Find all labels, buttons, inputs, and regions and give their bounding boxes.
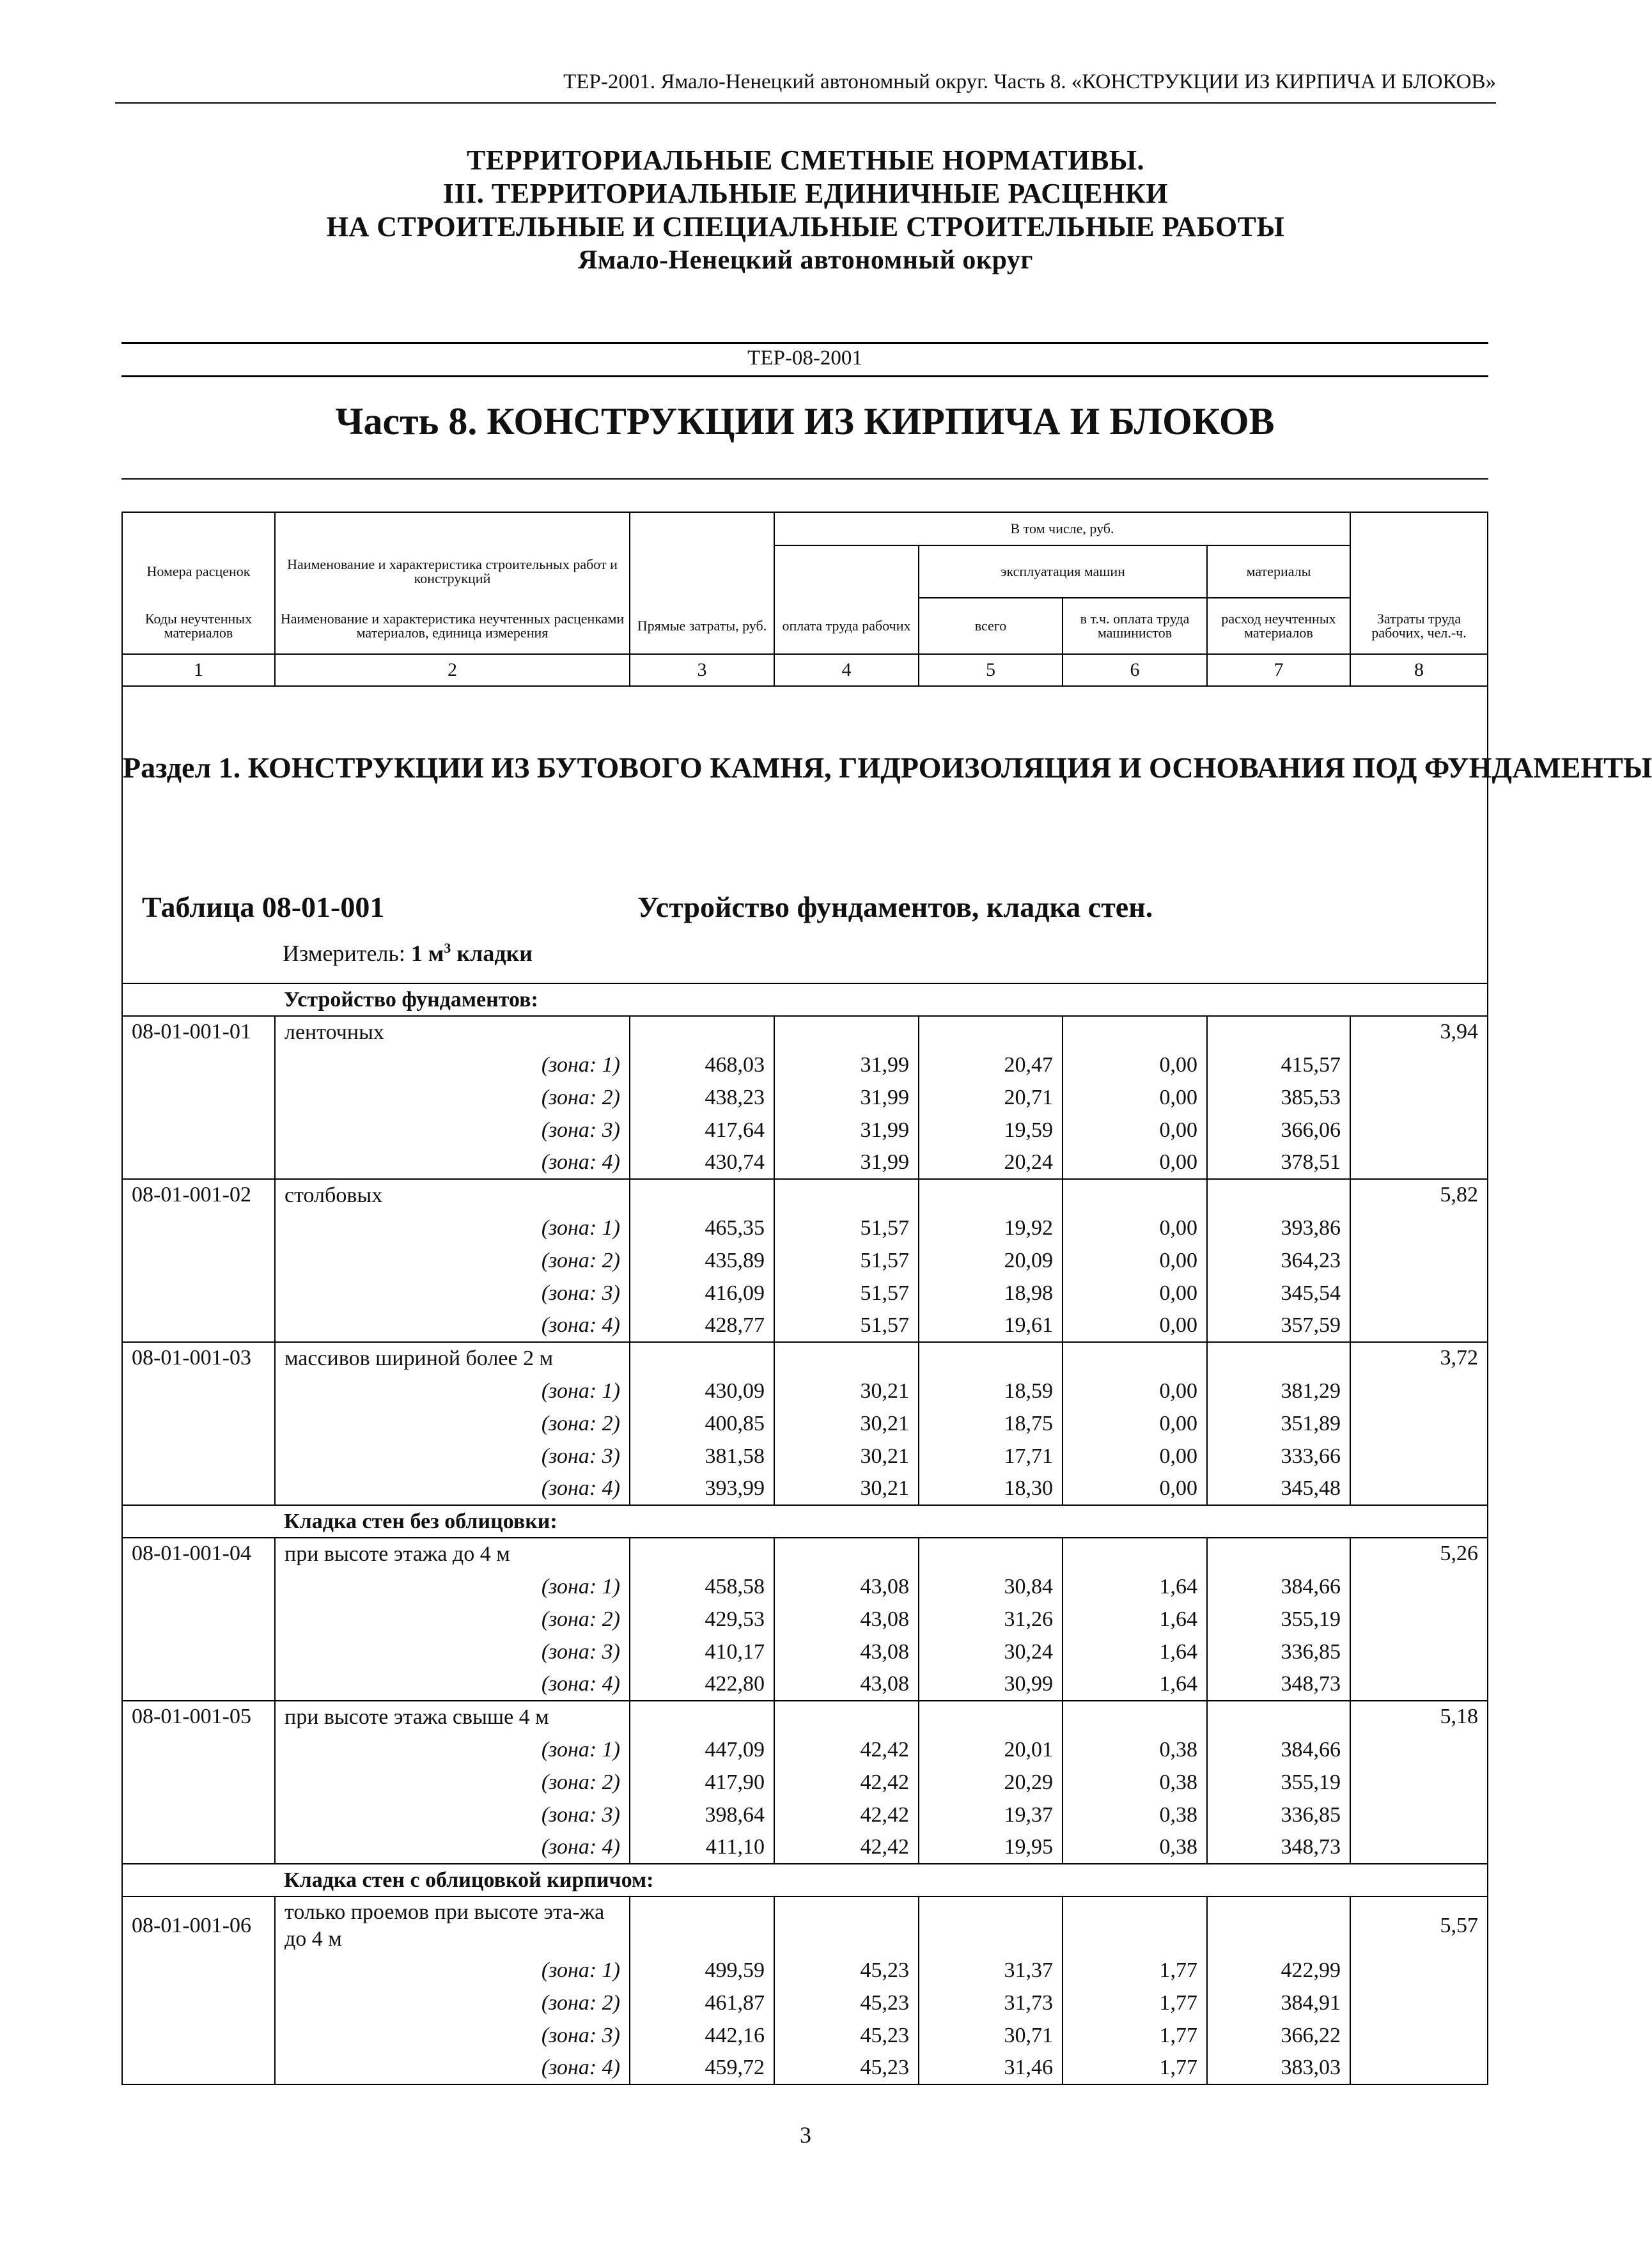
materials-cost: 357,59 [1207, 1309, 1350, 1342]
machines-operator-pay: 1,64 [1063, 1570, 1207, 1603]
labor-cost: 5,82 [1350, 1179, 1488, 1342]
rate-code: 08-01-001-02 [122, 1179, 275, 1342]
labor-pay: 31,99 [774, 1081, 919, 1114]
unit-prefix: Измеритель: [283, 941, 411, 966]
machines-total: 20,09 [919, 1244, 1063, 1277]
empty-cell [630, 1016, 774, 1049]
rate-row [122, 1701, 1488, 1733]
zone-row [122, 1603, 1488, 1636]
materials-cost: 366,06 [1207, 1114, 1350, 1146]
group-title: Кладка стен с облицовкой кирпичом: [275, 1864, 1488, 1896]
direct-cost: 461,87 [630, 1987, 774, 2019]
zone-label: (зона: 4) [275, 1309, 630, 1342]
machines-total: 19,61 [919, 1309, 1063, 1342]
rate-row [122, 1016, 1488, 1049]
machines-operator-pay: 0,38 [1063, 1766, 1207, 1799]
rate-row [122, 1896, 1488, 1954]
materials-cost: 333,66 [1207, 1440, 1350, 1473]
table-caption: Устройство фундаментов, кладка стен. [637, 891, 1153, 923]
rate-code: 08-01-001-04 [122, 1538, 275, 1701]
direct-cost: 468,03 [630, 1049, 774, 1081]
machines-total: 30,99 [919, 1668, 1063, 1701]
zone-label: (зона: 4) [275, 1473, 630, 1505]
machines-total: 19,92 [919, 1212, 1063, 1244]
labor-cost: 5,57 [1350, 1896, 1488, 2084]
labor-pay: 51,57 [774, 1309, 919, 1342]
machines-operator-pay: 0,38 [1063, 1733, 1207, 1766]
machines-total: 30,24 [919, 1636, 1063, 1668]
column-number: 6 [1063, 654, 1207, 686]
machines-total: 31,37 [919, 1954, 1063, 1987]
empty-cell [1207, 1016, 1350, 1049]
materials-cost: 355,19 [1207, 1603, 1350, 1636]
zone-row [122, 1277, 1488, 1309]
labor-pay: 31,99 [774, 1114, 919, 1146]
labor-pay: 42,42 [774, 1733, 919, 1766]
empty-cell [1063, 1179, 1207, 1212]
direct-cost: 422,80 [630, 1668, 774, 1701]
direct-cost: 459,72 [630, 2052, 774, 2084]
header-name-unaccounted: Наименование и характеристика неучтенных расценками материалов, единица измерения [275, 598, 630, 654]
zone-row [122, 1212, 1488, 1244]
machines-total: 31,46 [919, 2052, 1063, 2084]
group-title: Устройство фундаментов: [275, 983, 1488, 1016]
zone-row [122, 1831, 1488, 1864]
direct-cost: 430,74 [630, 1146, 774, 1179]
zone-row [122, 1570, 1488, 1603]
machines-operator-pay: 1,64 [1063, 1636, 1207, 1668]
empty-cell [630, 1701, 774, 1733]
zone-row [122, 1049, 1488, 1081]
unit-line [283, 940, 533, 967]
machines-operator-pay: 0,00 [1063, 1473, 1207, 1505]
zone-row [122, 1309, 1488, 1342]
header-codes-unaccounted: Коды неучтенных материалов [122, 598, 275, 654]
materials-cost: 381,29 [1207, 1375, 1350, 1407]
zone-row [122, 1081, 1488, 1114]
zone-row [122, 1473, 1488, 1505]
direct-cost: 458,58 [630, 1570, 774, 1603]
header-blank-8 [1350, 512, 1488, 545]
zone-row [122, 1375, 1488, 1407]
empty-cell [1063, 1701, 1207, 1733]
empty-cell [919, 1701, 1063, 1733]
empty-cell [774, 1016, 919, 1049]
materials-cost: 422,99 [1207, 1954, 1350, 1987]
empty-cell [630, 1896, 774, 1954]
column-number: 7 [1207, 654, 1350, 686]
zone-label: (зона: 2) [275, 1081, 630, 1114]
header-codes: Номера расценок [122, 545, 275, 598]
materials-cost: 355,19 [1207, 1766, 1350, 1799]
materials-cost: 384,66 [1207, 1733, 1350, 1766]
code-rule-bottom [121, 375, 1488, 377]
zone-label: (зона: 4) [275, 1668, 630, 1701]
empty-cell [630, 1538, 774, 1570]
machines-total: 18,98 [919, 1277, 1063, 1309]
materials-cost: 378,51 [1207, 1146, 1350, 1179]
header-blank-2 [275, 512, 630, 545]
materials-cost: 351,89 [1207, 1407, 1350, 1440]
labor-pay: 43,08 [774, 1668, 919, 1701]
direct-cost: 400,85 [630, 1407, 774, 1440]
zone-label: (зона: 3) [275, 1440, 630, 1473]
zone-label: (зона: 4) [275, 1831, 630, 1864]
zone-row [122, 1987, 1488, 2019]
zone-row [122, 1244, 1488, 1277]
header-labor-pay: оплата труда рабочих [774, 598, 919, 654]
machines-operator-pay: 1,77 [1063, 2052, 1207, 2084]
machines-total: 19,59 [919, 1114, 1063, 1146]
header-blank-1 [122, 512, 275, 545]
empty-cell [1207, 1896, 1350, 1954]
header-rule [115, 102, 1496, 104]
labor-pay: 51,57 [774, 1244, 919, 1277]
zone-row [122, 2019, 1488, 2052]
direct-cost: 428,77 [630, 1309, 774, 1342]
rate-row [122, 1179, 1488, 1212]
direct-cost: 417,64 [630, 1114, 774, 1146]
labor-pay: 43,08 [774, 1636, 919, 1668]
title-line-3: НА СТРОИТЕЛЬНЫЕ И СПЕЦИАЛЬНЫЕ СТРОИТЕЛЬНЫЕ РАБОТЫ [326, 211, 1285, 242]
labor-pay: 30,21 [774, 1440, 919, 1473]
zone-label: (зона: 1) [275, 1375, 630, 1407]
header-materials: материалы [1207, 545, 1350, 598]
column-number: 1 [122, 654, 275, 686]
rate-name: массивов шириной более 2 м [275, 1342, 630, 1375]
empty-cell [919, 1179, 1063, 1212]
direct-cost: 417,90 [630, 1766, 774, 1799]
empty-cell [1207, 1179, 1350, 1212]
zone-label: (зона: 3) [275, 1799, 630, 1831]
machines-operator-pay: 1,77 [1063, 2019, 1207, 2052]
column-number: 3 [630, 654, 774, 686]
code-rule-top [121, 342, 1488, 344]
direct-cost: 465,35 [630, 1212, 774, 1244]
machines-total: 31,73 [919, 1987, 1063, 2019]
labor-pay: 30,21 [774, 1473, 919, 1505]
rates-table [121, 512, 1652, 2085]
machines-total: 17,71 [919, 1440, 1063, 1473]
rate-code: 08-01-001-05 [122, 1701, 275, 1864]
group-row [122, 1505, 1488, 1538]
rate-name: при высоте этажа до 4 м [275, 1538, 630, 1570]
machines-operator-pay: 0,00 [1063, 1212, 1207, 1244]
materials-cost: 348,73 [1207, 1668, 1350, 1701]
labor-pay: 43,08 [774, 1603, 919, 1636]
title-line-1: ТЕРРИТОРИАЛЬНЫЕ СМЕТНЫЕ НОРМАТИВЫ. [466, 145, 1145, 176]
labor-pay: 45,23 [774, 2019, 919, 2052]
zone-label: (зона: 2) [275, 1987, 630, 2019]
empty-cell [774, 1701, 919, 1733]
document-code: ТЕР-08-2001 [747, 347, 862, 370]
machines-total: 18,30 [919, 1473, 1063, 1505]
labor-pay: 51,57 [774, 1277, 919, 1309]
empty-cell [774, 1538, 919, 1570]
materials-cost: 364,23 [1207, 1244, 1350, 1277]
machines-total: 18,75 [919, 1407, 1063, 1440]
direct-cost: 430,09 [630, 1375, 774, 1407]
empty-cell [1207, 1342, 1350, 1375]
zone-label: (зона: 1) [275, 1733, 630, 1766]
part-rule [121, 478, 1488, 480]
materials-cost: 385,53 [1207, 1081, 1350, 1114]
zone-label: (зона: 2) [275, 1244, 630, 1277]
direct-cost: 429,53 [630, 1603, 774, 1636]
direct-cost: 393,99 [630, 1473, 774, 1505]
labor-pay: 51,57 [774, 1212, 919, 1244]
labor-pay: 31,99 [774, 1049, 919, 1081]
header-blank-4 [774, 545, 919, 598]
section-block [122, 686, 1652, 983]
zone-label: (зона: 3) [275, 2019, 630, 2052]
rate-name: ленточных [275, 1016, 630, 1049]
machines-operator-pay: 1,77 [1063, 1954, 1207, 1987]
machines-total: 20,71 [919, 1081, 1063, 1114]
machines-total: 31,26 [919, 1603, 1063, 1636]
direct-cost: 381,58 [630, 1440, 774, 1473]
materials-cost: 366,22 [1207, 2019, 1350, 2052]
labor-pay: 45,23 [774, 2052, 919, 2084]
machines-operator-pay: 0,00 [1063, 1309, 1207, 1342]
empty-cell [1063, 1538, 1207, 1570]
empty-cell [1207, 1538, 1350, 1570]
zone-label: (зона: 3) [275, 1114, 630, 1146]
labor-pay: 42,42 [774, 1831, 919, 1864]
materials-cost: 384,66 [1207, 1570, 1350, 1603]
labor-pay: 30,21 [774, 1375, 919, 1407]
part-title: Часть 8. КОНСТРУКЦИИ ИЗ КИРПИЧА И БЛОКОВ [335, 400, 1275, 442]
direct-cost: 499,59 [630, 1954, 774, 1987]
empty-cell [1207, 1701, 1350, 1733]
labor-pay: 42,42 [774, 1766, 919, 1799]
materials-cost: 348,73 [1207, 1831, 1350, 1864]
header-direct: Прямые затраты, руб. [630, 598, 774, 654]
empty-cell [919, 1342, 1063, 1375]
zone-label: (зона: 1) [275, 1954, 630, 1987]
machines-operator-pay: 0,38 [1063, 1799, 1207, 1831]
machines-operator-pay: 0,00 [1063, 1146, 1207, 1179]
direct-cost: 398,64 [630, 1799, 774, 1831]
rate-name: столбовых [275, 1179, 630, 1212]
rate-code: 08-01-001-01 [122, 1016, 275, 1179]
group-code-cell [122, 1864, 275, 1896]
machines-operator-pay: 1,77 [1063, 1987, 1207, 2019]
zone-label: (зона: 1) [275, 1570, 630, 1603]
empty-cell [1063, 1342, 1207, 1375]
title-line-4: Ямало-Ненецкий автономный округ [577, 246, 1033, 275]
labor-cost: 5,26 [1350, 1538, 1488, 1701]
labor-pay: 45,23 [774, 1987, 919, 2019]
zone-row [122, 1954, 1488, 1987]
zone-label: (зона: 2) [275, 1766, 630, 1799]
empty-cell [1063, 1896, 1207, 1954]
empty-cell [774, 1179, 919, 1212]
header-blank-3 [630, 512, 774, 545]
rate-code: 08-01-001-06 [122, 1896, 275, 2084]
zone-row [122, 1733, 1488, 1766]
zone-label: (зона: 3) [275, 1277, 630, 1309]
zone-label: (зона: 1) [275, 1049, 630, 1081]
materials-cost: 336,85 [1207, 1636, 1350, 1668]
machines-total: 20,24 [919, 1146, 1063, 1179]
column-number: 2 [275, 654, 630, 686]
zone-row [122, 1766, 1488, 1799]
materials-cost: 415,57 [1207, 1049, 1350, 1081]
machines-operator-pay: 0,00 [1063, 1049, 1207, 1081]
table-label: Таблица 08-01-001 [142, 891, 385, 923]
unit-value: 1 $м^3$ кладки [410, 940, 533, 966]
materials-cost: 393,86 [1207, 1212, 1350, 1244]
header-incl: В том числе, руб. [774, 512, 1350, 545]
machines-operator-pay: 1,64 [1063, 1603, 1207, 1636]
column-number: 4 [774, 654, 919, 686]
empty-cell [774, 1342, 919, 1375]
group-title: Кладка стен без облицовки: [275, 1505, 1488, 1538]
title-line-2: III. ТЕРРИТОРИАЛЬНЫЕ ЕДИНИЧНЫЕ РАСЦЕНКИ [443, 178, 1168, 209]
labor-cost: 5,18 [1350, 1701, 1488, 1864]
rate-name: только проемов при высоте эта-жа до 4 м [275, 1896, 630, 1954]
labor-pay: 45,23 [774, 1954, 919, 1987]
direct-cost: 435,89 [630, 1244, 774, 1277]
header-machines-total: всего [919, 598, 1063, 654]
direct-cost: 442,16 [630, 2019, 774, 2052]
page-number: 3 [800, 2122, 811, 2148]
direct-cost: 416,09 [630, 1277, 774, 1309]
machines-operator-pay: 0,00 [1063, 1440, 1207, 1473]
rate-row [122, 1342, 1488, 1375]
machines-operator-pay: 0,00 [1063, 1277, 1207, 1309]
group-code-cell [122, 1505, 275, 1538]
empty-cell [630, 1342, 774, 1375]
labor-pay: 42,42 [774, 1799, 919, 1831]
empty-cell [919, 1538, 1063, 1570]
direct-cost: 410,17 [630, 1636, 774, 1668]
direct-cost: 447,09 [630, 1733, 774, 1766]
zone-row [122, 1407, 1488, 1440]
labor-pay: 31,99 [774, 1146, 919, 1179]
direct-cost: 438,23 [630, 1081, 774, 1114]
header-blank-8b [1350, 545, 1488, 598]
machines-total: 18,59 [919, 1375, 1063, 1407]
header-machines: эксплуатация машин [919, 545, 1207, 598]
header-machines-op: в т.ч. оплата труда машинистов [1063, 598, 1207, 654]
zone-label: (зона: 4) [275, 2052, 630, 2084]
group-row [122, 1864, 1488, 1896]
zone-label: (зона: 3) [275, 1636, 630, 1668]
rate-name: при высоте этажа свыше 4 м [275, 1701, 630, 1733]
machines-total: 20,01 [919, 1733, 1063, 1766]
materials-cost: 384,91 [1207, 1987, 1350, 2019]
machines-operator-pay: 0,38 [1063, 1831, 1207, 1864]
empty-cell [630, 1179, 774, 1212]
zone-row [122, 1668, 1488, 1701]
zone-row [122, 1114, 1488, 1146]
direct-cost: 411,10 [630, 1831, 774, 1864]
header-blank-3b [630, 545, 774, 598]
empty-cell [1063, 1016, 1207, 1049]
machines-total: 30,71 [919, 2019, 1063, 2052]
unit-superscript: 3 [444, 940, 451, 956]
machines-operator-pay: 0,00 [1063, 1081, 1207, 1114]
running-header: ТЕР-2001. Ямало-Ненецкий автономный округ. Часть 8. «КОНСТРУКЦИИ ИЗ КИРПИЧА И БЛОКОВ» [563, 70, 1496, 93]
zone-row [122, 1799, 1488, 1831]
zone-row [122, 2052, 1488, 2084]
rate-row [122, 1538, 1488, 1570]
column-number: 5 [919, 654, 1063, 686]
machines-total: 20,47 [919, 1049, 1063, 1081]
header-materials-consumption: расход неучтенных материалов [1207, 598, 1350, 654]
machines-total: 19,37 [919, 1799, 1063, 1831]
machines-total: 19,95 [919, 1831, 1063, 1864]
zone-row [122, 1636, 1488, 1668]
labor-cost: 3,94 [1350, 1016, 1488, 1179]
column-number: 8 [1350, 654, 1488, 686]
materials-cost: 383,03 [1207, 2052, 1350, 2084]
machines-operator-pay: 1,64 [1063, 1668, 1207, 1701]
zone-label: (зона: 2) [275, 1603, 630, 1636]
materials-cost: 345,48 [1207, 1473, 1350, 1505]
zone-label: (зона: 2) [275, 1407, 630, 1440]
machines-operator-pay: 0,00 [1063, 1114, 1207, 1146]
machines-total: 30,84 [919, 1570, 1063, 1603]
header-labor: Затраты труда рабочих, чел.-ч. [1350, 598, 1488, 654]
machines-total: 20,29 [919, 1766, 1063, 1799]
header-name: Наименование и характеристика строительных работ и конструкций [275, 545, 630, 598]
group-row [122, 983, 1488, 1016]
zone-label: (зона: 4) [275, 1146, 630, 1179]
empty-cell [919, 1896, 1063, 1954]
materials-cost: 345,54 [1207, 1277, 1350, 1309]
zone-row [122, 1440, 1488, 1473]
machines-operator-pay: 0,00 [1063, 1407, 1207, 1440]
section-title: Раздел 1. КОНСТРУКЦИИ ИЗ БУТОВОГО КАМНЯ, ГИДРОИЗОЛЯЦИЯ И ОСНОВАНИЯ ПОД ФУНДАМЕНТЫ [123, 751, 1652, 784]
labor-cost: 3,72 [1350, 1342, 1488, 1505]
labor-pay: 30,21 [774, 1407, 919, 1440]
document-title [115, 144, 1496, 277]
empty-cell [919, 1016, 1063, 1049]
machines-operator-pay: 0,00 [1063, 1244, 1207, 1277]
empty-cell [774, 1896, 919, 1954]
rate-code: 08-01-001-03 [122, 1342, 275, 1505]
zone-row [122, 1146, 1488, 1179]
labor-pay: 43,08 [774, 1570, 919, 1603]
zone-label: (зона: 1) [275, 1212, 630, 1244]
machines-operator-pay: 0,00 [1063, 1375, 1207, 1407]
group-code-cell [122, 983, 275, 1016]
materials-cost: 336,85 [1207, 1799, 1350, 1831]
